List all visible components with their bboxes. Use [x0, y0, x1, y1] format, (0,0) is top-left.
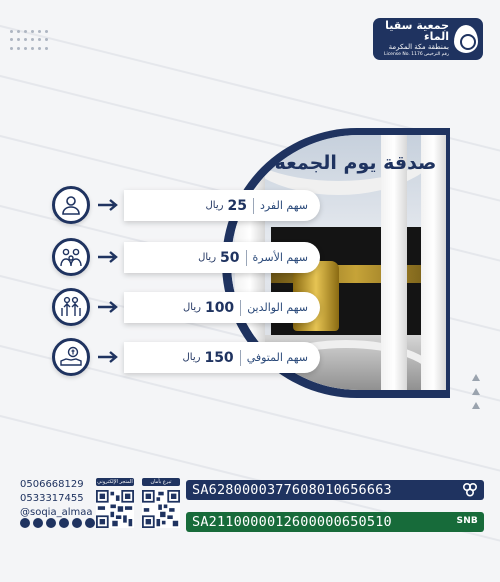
share-amount: 25 — [227, 197, 247, 214]
x-icon[interactable] — [59, 518, 69, 528]
iban-number[interactable]: SA2110000012600000650510 — [192, 514, 392, 530]
donate-qr-code[interactable] — [142, 490, 180, 528]
person-icon — [52, 186, 90, 224]
share-currency: ريال — [198, 252, 217, 263]
store-qr-code[interactable] — [96, 490, 134, 528]
arrow-right-icon — [98, 250, 120, 264]
share-currency: ريال — [183, 302, 201, 313]
share-pill — [124, 342, 320, 373]
triangle-decoration — [472, 388, 480, 395]
license-number: License No. 1176 رقم الترخيص — [383, 52, 449, 58]
phone-number[interactable]: 0506668129 — [20, 479, 84, 490]
money-hand-icon — [52, 338, 90, 376]
instagram-icon[interactable] — [33, 518, 43, 528]
facebook-icon[interactable] — [72, 518, 82, 528]
bank-account-snb[interactable] — [186, 512, 484, 532]
share-amount: 50 — [220, 249, 240, 266]
contact-info — [20, 478, 93, 520]
water-drop-icon — [454, 25, 478, 53]
family-icon — [52, 238, 90, 276]
share-pill — [124, 242, 320, 273]
snb-icon: SNB — [456, 516, 478, 526]
share-pill — [124, 190, 320, 221]
snapchat-icon[interactable] — [20, 518, 30, 528]
share-name: سهم الأسرة — [252, 251, 308, 264]
social-handle[interactable]: @soqia_almaa — [20, 507, 93, 518]
arrow-right-icon — [98, 198, 120, 212]
share-amount: 100 — [204, 299, 235, 316]
share-pill — [124, 292, 320, 323]
bank-account-alrajhi[interactable] — [186, 480, 484, 500]
share-amount: 150 — [204, 349, 234, 366]
triangle-decoration — [472, 402, 480, 409]
share-currency: ريال — [205, 200, 224, 211]
share-name: سهم الوالدين — [247, 301, 308, 314]
arrow-right-icon — [98, 350, 120, 364]
share-name: سهم المتوفي — [246, 351, 308, 364]
alrajhi-bank-icon — [462, 482, 478, 501]
phone-number[interactable]: 0533317455 — [20, 493, 84, 504]
iban-number[interactable]: SA6280000377608010656663 — [192, 482, 392, 498]
social-icons — [20, 518, 95, 528]
brand-name: جمعية سقيا الماء — [385, 18, 449, 44]
brand-region: بمنطقة مكة المكرمة — [388, 43, 449, 52]
donate-qr-label: تبرع بأمان — [142, 478, 180, 486]
page-title: صدقة يوم الجمعة — [274, 152, 437, 174]
whatsapp-icon[interactable] — [85, 518, 95, 528]
decorative-dots — [10, 30, 46, 52]
triangle-decoration — [472, 374, 480, 381]
share-currency: ريال — [182, 352, 201, 363]
arrow-right-icon — [98, 300, 120, 314]
share-name: سهم الفرد — [259, 199, 308, 212]
organization-logo — [373, 18, 483, 60]
elderly-parents-icon — [52, 288, 90, 326]
store-qr-label: المتجر الإلكتروني — [97, 479, 133, 485]
youtube-icon[interactable] — [46, 518, 56, 528]
